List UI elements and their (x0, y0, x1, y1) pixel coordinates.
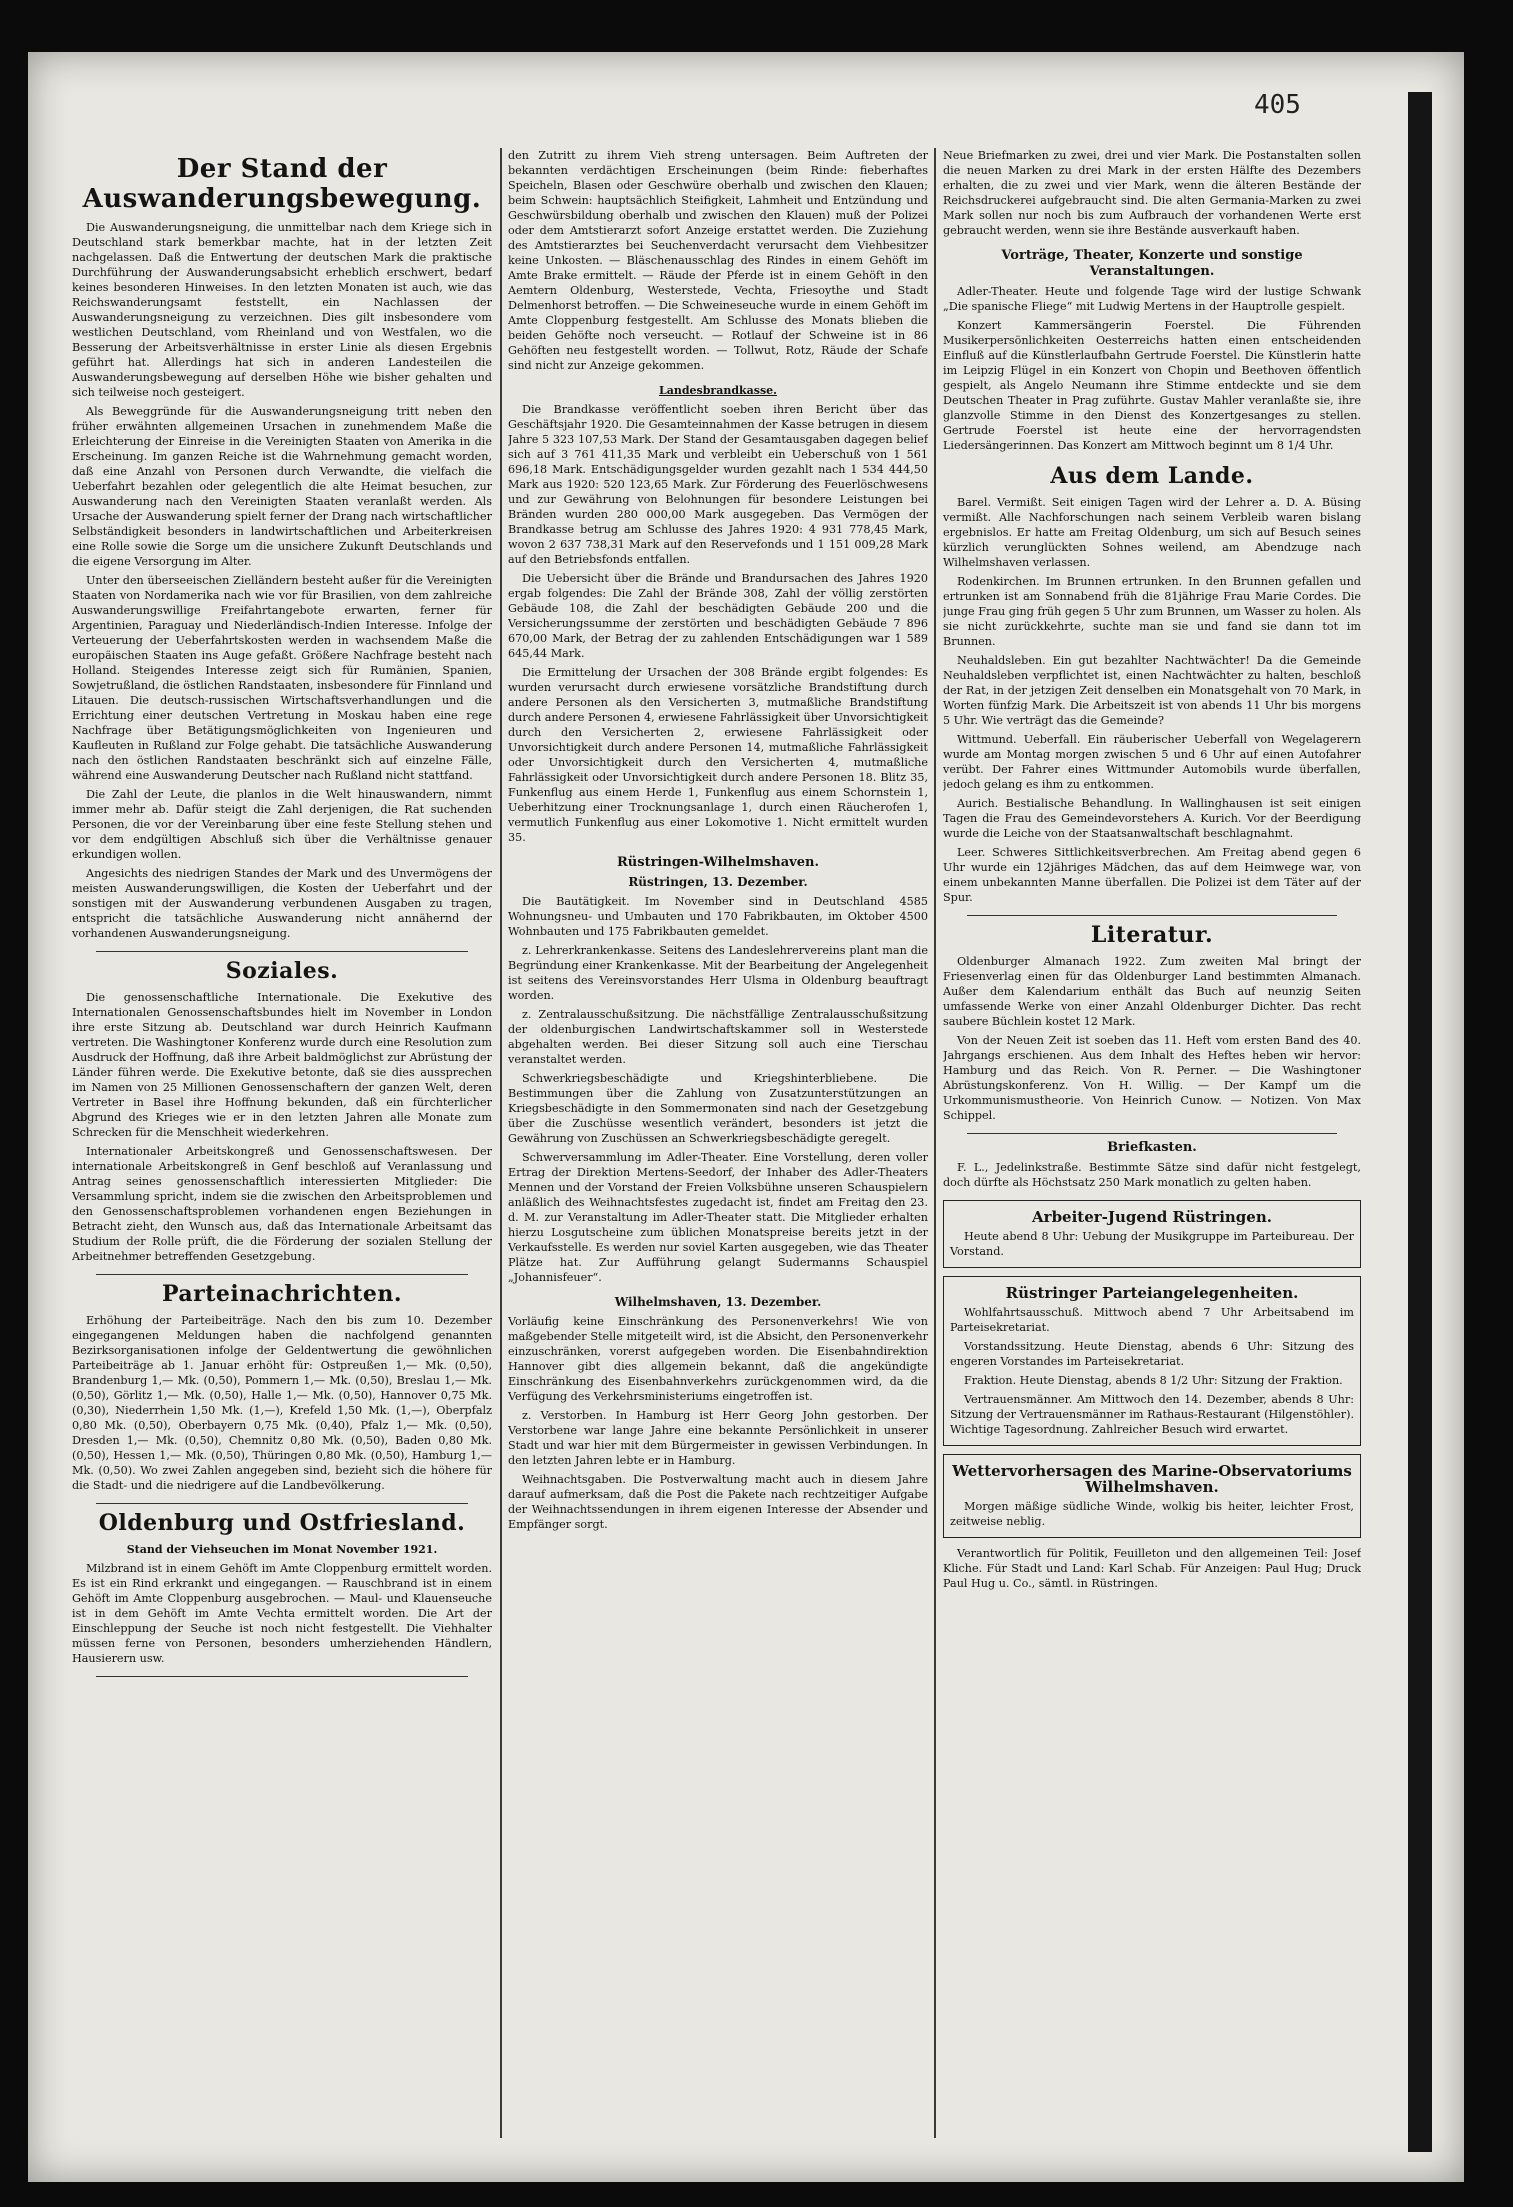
article-paragraph: Wittmund. Ueberfall. Ein räuberischer Ueberfall von Wegelagerern wurde am Montag morgen zwischen 5 und 6 Uhr auf einen Autofahrer verübt. Der Fahrer eines Wittmunder Automobils wurde überfallen, jedoch gelang es ihm zu entkommen. (943, 733, 1361, 791)
boxed-notice (943, 1200, 1361, 1268)
article-paragraph: Fraktion. Heute Dienstag, abends 8 1/2 Uhr: Sitzung der Fraktion. (964, 1374, 1343, 1387)
article (72, 154, 492, 941)
article (943, 1140, 1361, 1190)
article-paragraph: Schwerkriegsbeschädigte und Kriegshinterbliebene. Die Bestimmungen über die Zahlung von Zusatzunterstützungen an Kriegsbeschädigte in den Sommermonaten sind nach der Gesetzgebung über die Zuschüsse wesentlich verändert, besonders ist jetzt die Gewährung von Zuschüssen an Schwerkriegsbeschädigte geregelt. (508, 1072, 928, 1145)
article (943, 248, 1361, 453)
article-heading: Parteinachrichten. (161, 1281, 403, 1307)
article-paragraph: Milzbrand ist in einem Gehöft im Amte Cloppenburg ermittelt worden. Es ist ein Rind erkrankt und eingegangen. — Rauschbrand ist in einem Gehöft im Amte Cloppenburg ausgebrochen. — Maul- und Klauenseuche ist in dem Gehöft im Amte Vechta ermittelt worden. Die Art der Einschleppung der Seuche ist noch nicht festgestellt. Die Viehhalter müssen ferne von Personen, besonders umherziehenden Händlern, Hausierern usw. (72, 1562, 492, 1665)
article-paragraph: Vorläufig keine Einschränkung des Personenverkehrs! Wie von maßgebender Stelle mitgeteilt wird, ist die Absicht, den Personenverkehr einzuschränken, vorerst aufgegeben worden. Die Eisenbahndirektion Hannover gibt dies allgemein bekannt, daß die angekündigte Einschränkung des Eisenbahnverkehrs zurückgenommen wird, da die Verfügung des Verkehrsministeriums eingetroffen ist. (508, 1315, 928, 1403)
article-heading: Soziales. (225, 958, 339, 984)
section-divider (96, 1274, 468, 1275)
article-heading: Vorträge, Theater, Konzerte und sonstige Veranstaltungen. (1001, 248, 1303, 279)
article (943, 463, 1361, 905)
article-paragraph: z. Verstorben. In Hamburg ist Herr Georg John gestorben. Der Verstorbene war lange Jahre eine bekannte Persönlichkeit in unserer Stadt und war hier mit dem Bürgermeister in gewissen Verbindungen. In den letzten Jahren lebte er in Hamburg. (508, 1409, 928, 1467)
section-divider (96, 1676, 468, 1677)
article-paragraph: Leer. Schweres Sittlichkeitsverbrechen. Am Freitag abend gegen 6 Uhr wurde ein 12jähriges Mädchen, das auf dem Heimwege war, von einem unbekannten Manne überfallen. Die Polizei ist dem Täter auf der Spur. (943, 846, 1361, 904)
article-paragraph: Schwerversammlung im Adler-Theater. Eine Vorstellung, deren voller Ertrag der Direktion Mertens-Seedorf, der Inhaber des Adler-Theaters Mennen und der Vorstand der Freien Volksbühne unseren Schauspielern anläßlich des Weihnachtsfestes zugedacht ist, findet am Freitag den 23. d. M. zur Veranstaltung im Adler-Theater statt. Die Mitglieder erhalten hierzu Losgutscheine zum üblichen Monatspreise bereits jetzt in der Verkaufsstelle. Es werden nur soviel Karten ausgegeben, wie das Theater Plätze hat. Zur Aufführung gelangt Sudermanns Schauspiel „Johannisfeuer“. (508, 1151, 928, 1284)
article-paragraph: Die Auswanderungsneigung, die unmittelbar nach dem Kriege sich in Deutschland stark bemerkbar machte, hat in der letzten Zeit nachgelassen. Daß die Entwertung der deutschen Mark die praktische Durchführung der Auswanderungsabsicht erheblich erschwert, bedarf keines besonderen Hinweises. In den letzten Monaten ist auch, wie das Reichswanderungsamt feststellt, ein Nachlassen der Auswanderungsneigung zu verzeichnen. Dies gilt insbesondere vom westlichen Deutschland, vom Rheinland und von Westfalen, wo die Besserung der Arbeitsverhältnisse in erster Linie als diesen Ergebnis geführt hat. Allerdings hat sich in anderen Landesteilen die Auswanderungsbewegung auf derselben Höhe wie bisher gehalten und sich teilweise noch gesteigert. (72, 221, 492, 399)
article-paragraph: Die Ermittelung der Ursachen der 308 Brände ergibt folgendes: Es wurden verursacht durch erwiesene vorsätzliche Brandstiftung durch andere Personen als den Versicherten 3, mutmaßliche Brandstiftung durch andere Personen 4, erwiesene Fahrlässigkeit über Unvorsichtigkeit durch den Versicherten 2, erwiesene Fahrlässigkeit oder Unvorsichtigkeit durch andere Personen 14, mutmaßliche Fahrlässigkeit oder Unvorsichtigkeit durch den Versicherten 4, mutmaßliche Fahrlässigkeit oder Unvorsichtigkeit durch andere Personen 18. Blitz 35, Funkenflug aus einem Herde 1, Funkenflug aus einem Schornstein 1, Ueberhitzung einer Trocknungsanlage 1, durch einen Räucherofen 1, vermutlich Funkenflug aus einer Lokomotive 1. Nicht ermittelt wurden 35. (508, 666, 928, 844)
article-paragraph: Barel. Vermißt. Seit einigen Tagen wird der Lehrer a. D. A. Büsing vermißt. Alle Nachforschungen nach seinem Verbleib waren bislang ergebnislos. Er hatte am Freitag Oldenburg, um sich auf Besuch seines kürzlich verunglückten Sohnes weilend, am Abendzuge nach Wilhelmshaven verlassen. (943, 496, 1361, 569)
article (508, 383, 928, 845)
article-heading: Rüstringen-Wilhelmshaven. (617, 855, 819, 870)
article-heading: Der Stand der Auswanderungsbewegung. (82, 154, 482, 214)
article-heading: Aus dem Lande. (1050, 463, 1254, 489)
article-paragraph: Heute abend 8 Uhr: Uebung der Musikgruppe im Parteibureau. Der Vorstand. (950, 1230, 1354, 1258)
article-paragraph: Weihnachtsgaben. Die Postverwaltung macht auch in diesem Jahre darauf aufmerksam, daß die Post die Pakete nach rechtzeitiger Aufgabe der Weihnachtssendungen in ihrem eigenen Interesse der Absender und Empfänger sorgt. (508, 1473, 928, 1531)
article-paragraph: Neue Briefmarken zu zwei, drei und vier Mark. Die Postanstalten sollen die neuen Marken zu drei Mark in der ersten Hälfte des Dezembers erhalten, die zu zwei und vier Mark, wenn die älteren Bestände der Reichsdruckerei aufgebraucht sind. Die alten Germania-Marken zu zwei Mark sollen nur noch bis zum Aufbrauch der vorhandenen Werte erst gebraucht werden, wenn sie ihre Bestände ausverkauft haben. (943, 149, 1361, 237)
article-paragraph: Die genossenschaftliche Internationale. Die Exekutive des Internationalen Genossenschaftsbundes hielt im November in London ihre erste Sitzung ab. Deutschland war durch Heinrich Kaufmann vertreten. Die Washingtoner Konferenz wurde durch eine Resolution zum Ausdruck der Hoffnung, daß ihre Arbeit baldmöglichst zur Abrüstung der Länder führen werde. Die Exekutive betonte, daß sie dies aussprechen im Namen von 25 Millionen Genossenschaftern der ganzen Welt, deren Vertreter in Basel ihre Hoffnung bekunden, daß ein fürchterlicher Abgrund des Krieges wie er in den letzten Jahren alle Monate zum Schrecken für die Menschheit wiederkehren. (72, 991, 492, 1139)
article (72, 1510, 492, 1666)
article-paragraph: z. Zentralausschußsitzung. Die nächstfällige Zentralausschußsitzung der oldenburgischen Landwirtschaftskammer soll in Westerstede abgehalten werden. Bei dieser Sitzung soll auch eine Tierschau veranstaltet werden. (508, 1008, 928, 1066)
article-paragraph: z. Lehrerkrankenkasse. Seitens des Landeslehrervereins plant man die Begründung einer Krankenkasse. Mit der Bearbeitung der Angelegenheit ist seitens des Vereinsvorstandes Herr Ulsma in Oldenburg beauftragt worden. (508, 944, 928, 1002)
article-paragraph: Als Beweggründe für die Auswanderungsneigung tritt neben den früher erwähnten allgemeinen Ursachen in zunehmendem Maße die Erleichterung der Einreise in die Vereinigten Staaten von Amerika in die Erscheinung. Im ganzen Reiche ist die Wahrnehmung gemacht worden, daß eine Anzahl von Personen durch Verwandte, die vielfach die Ueberfahrt bezahlen oder gelegentlich die alte Heimat besuchen, zur Auswanderung nach den Vereinigten Staaten veranlaßt werden. Als Ursache der Auswanderung spielt ferner der Drang nach wirtschaftlicher Selbständigkeit besonders in landwirtschaftlichen und Arbeiterkreisen eine Rolle sowie die Sorge um die unsichere Zukunft Deutschlands und die eigene Versorgung im Alter. (72, 405, 492, 568)
page-edge-strip (1408, 92, 1432, 2152)
column-3 (943, 148, 1361, 2138)
newspaper-page (28, 52, 1464, 2182)
article-paragraph: Von der Neuen Zeit ist soeben das 11. Heft vom ersten Band des 40. Jahrgangs erschienen. Aus dem Inhalt des Heftes heben wir hervor: Hamburg und das Reich. Von R. Perner. — Die Washingtoner Abrüstungskonferenz. Von H. Willig. — Der Kampf um die Urkommunismustheorie. Von Heinrich Cunow. — Notizen. Von Max Schippel. (943, 1034, 1361, 1122)
article-paragraph: Wohlfahrtsausschuß. Mittwoch abend 7 Uhr Arbeitsabend im Parteisekretariat. (950, 1306, 1354, 1334)
column-rule (500, 148, 502, 2138)
article-paragraph: Angesichts des niedrigen Standes der Mark und des Unvermögens der meisten Auswanderungswilligen, die Kosten der Ueberfahrt und der sonstigen mit der Auswanderung verbundenen Ausgaben zu tragen, entspricht die tatsächliche Auswanderung nicht annähernd der vorhandenen Auswanderungsneigung. (72, 867, 492, 940)
article-paragraph: Rodenkirchen. Im Brunnen ertrunken. In den Brunnen gefallen und ertrunken ist am Sonnabend früh die 81jährige Frau Marie Cordes. Die junge Frau ging früh gegen 5 Uhr zum Brunnen, um Wasser zu holen. Als sie nicht zurückkehrte, suchte man sie und fand sie dann tot im Brunnen. (943, 575, 1361, 648)
article-paragraph: Adler-Theater. Heute und folgende Tage wird der lustige Schwank „Die spanische Fliege“ mit Ludwig Mertens in der Hauptrolle gespielt. (943, 285, 1361, 313)
article (508, 148, 928, 373)
boxed-notice (943, 1276, 1361, 1446)
article-heading: Briefkasten. (1107, 1140, 1197, 1155)
article-paragraph: Aurich. Bestialische Behandlung. In Wallinghausen ist seit einigen Tagen die Frau des Gemeindevorstehers A. Kurich. Vor der Beerdigung wurde die Leiche von der Staatsanwaltschaft beschlagnahmt. (943, 797, 1361, 840)
article (72, 1281, 492, 1493)
article-paragraph: Die Uebersicht über die Brände und Brandursachen des Jahres 1920 ergab folgendes: Die Zahl der Brände 308, Zahl der völlig zerstörten Gebäude 108, die Zahl der beschädigten Gebäude 200 und die Versicherungssumme der zerstörten und beschädigten Gebäude 7 896 670,00 Mark, der Betrag der zu zahlenden Entschädigungen war 1 589 645,44 Mark. (508, 572, 928, 660)
article-heading: Arbeiter-Jugend Rüstringen. (1032, 1208, 1272, 1226)
boxed-notice (943, 1454, 1361, 1538)
article (508, 855, 928, 1285)
article (943, 148, 1361, 238)
column-1 (72, 148, 492, 2138)
article-paragraph: Die Zahl der Leute, die planlos in die Welt hinauswandern, nimmt immer mehr ab. Dafür steigt die Zahl derjenigen, die Rat suchenden Personen, die vor der Vereinbarung über eine feste Stellung stehen und vor dem endgültigen Abschluß sich über die Verhältnisse genauer erkundigen wollen. (72, 788, 492, 861)
column-rule (934, 148, 936, 2138)
article-paragraph: Vertrauensmänner. Am Mittwoch den 14. Dezember, abends 8 Uhr: Sitzung der Vertrauensmänner im Rathaus-Restaurant (Hilgenstöhler). Wichtige Tagesordnung. Zahlreicher Besuch wird erwartet. (950, 1393, 1354, 1436)
dateline: Rüstringen, 13. Dezember. (628, 875, 808, 889)
article-heading: Literatur. (1090, 922, 1214, 948)
article-paragraph: Vorstandssitzung. Heute Dienstag, abends 6 Uhr: Sitzung des engeren Vorstandes im Parteisekretariat. (950, 1340, 1354, 1368)
article-paragraph: Verantwortlich für Politik, Feuilleton und den allgemeinen Teil: Josef Kliche. Für Stadt und Land: Karl Schab. Für Anzeigen: Paul Hug; Druck Paul Hug u. Co., sämtl. in Rüstringen. (943, 1547, 1361, 1590)
article-paragraph: Internationaler Arbeitskongreß und Genossenschaftswesen. Der internationale Arbeitskongreß in Genf beschloß auf Veranlassung und Antrag seines genossenschaftlich interessierten Mitglieder: Die Versammlung spricht, indem sie die zwischen den Arbeitsproblemen und den Genossenschaftsproblemen vorhandenen engen Beziehungen in Betracht zieht, den Wunsch aus, daß das Internationale Arbeitsamt das Studium der Rolle prüft, die die Förderung der sozialen Stellung der Arbeitnehmer betreffenden Gesetzgebung. (72, 1145, 492, 1263)
article-paragraph: Neuhaldsleben. Ein gut bezahlter Nachtwächter! Da die Gemeinde Neuhaldsleben verpflichtet ist, einen Nachtwächter zu halten, beschloß der Rat, in der jetzigen Zeit denselben ein Monatsgehalt von 70 Mark, in Worten fünfzig Mark. Die Arbeitszeit ist von abends 11 Uhr bis morgens 5 Uhr. Wie verträgt das die Gemeinde? (943, 654, 1361, 727)
article-paragraph: Die Brandkasse veröffentlicht soeben ihren Bericht über das Geschäftsjahr 1920. Die Gesamteinnahmen der Kasse betrugen in diesem Jahre 5 323 107,53 Mark. Der Stand der Gesamtausgaben dagegen belief sich auf 3 761 411,35 Mark und verbleibt ein Ueberschuß von 1 561 696,18 Mark. Entschädigungsgelder wurden gezahlt nach 1 534 444,50 Mark aus 1920: 520 123,65 Mark. Zur Förderung des Feuerlöschwesens und zur Gewährung von Belohnungen für besondere Leistungen bei Bränden wurden 280 000,00 Mark ausgegeben. Das Vermögen der Brandkasse betrug am Schlusse des Jahres 1920: 4 931 778,45 Mark, wovon 2 637 738,31 Mark auf den Reservefonds und 1 151 009,28 Mark auf den Betriebsfonds entfallen. (508, 403, 928, 566)
article (72, 958, 492, 1264)
article (943, 922, 1361, 1123)
article-paragraph: Oldenburger Almanach 1922. Zum zweiten Mal bringt der Friesenverlag einen für das Oldenburger Land bestimmten Almanach. Außer dem Kalendarium enthält das Buch auf neunzig Seiten umfassende Werke von einer Anzahl Oldenburger Dichter. Das recht saubere Büchlein kostet 12 Mark. (943, 955, 1361, 1028)
article-subheading: Stand der Viehseuchen im Monat November 1921. (126, 1543, 438, 1556)
article-heading: Landesbrandkasse. (658, 384, 777, 397)
article-paragraph: Die Bautätigkeit. Im November sind in Deutschland 4585 Wohnungsneu- und Umbauten und 170 Fabrikbauten, im Oktober 4500 Wohnbauten und 175 Fabrikbauten gemeldet. (508, 895, 928, 938)
article-paragraph: Morgen mäßige südliche Winde, wolkig bis heiter, leichter Frost, zeitweise neblig. (950, 1500, 1354, 1528)
article-paragraph: Konzert Kammersängerin Foerstel. Die Führenden Musikerpersönlichkeiten Oesterreichs hatten einen entscheidenden Einfluß auf die Künstlerlaufbahn Gertrude Foerstel. Die Künstlerin hatte im Leipzig Flügel in ein Konzert von Chopin und Beethoven öffentlich gespielt, als Angelo Neumann ihre Stimme entdeckte und sie dem Deutschen Theater in Prag zuführte. Gustav Mahler veranlaßte sie, ihre glanzvolle Stimme in den Dienst des Konzertgesanges zu stellen. Gertrude Foerstel ist heute eine der hervorragendsten Liedersängerinnen. Das Konzert am Mittwoch beginnt um 8 1/4 Uhr. (943, 319, 1361, 452)
article-paragraph: F. L., Jedelinkstraße. Bestimmte Sätze sind dafür nicht festgelegt, doch dürfte als Höchstsatz 250 Mark monatlich zu gelten haben. (943, 1161, 1361, 1189)
section-divider (96, 951, 468, 952)
article (943, 1546, 1361, 1591)
article-paragraph: Unter den überseeischen Zielländern besteht außer für die Vereinigten Staaten von Nordamerika nach wie vor für Brasilien, von dem zahlreiche Auswanderungswillige Freifahrtangebote erwarten, ferner für Argentinien, Paraguay und Niederländisch-Indien Interesse. Infolge der Verteuerung der Ueberfahrtskosten werden in wachsendem Maße die europäischen Staaten ins Auge gefaßt. Größere Nachfrage besteht nach Holland. Steigendes Interesse zeigt sich für Rumänien, Spanien, Sowjetrußland, die östlichen Randstaaten, insbesondere für Finnland und Litauen. Die deutsch-russischen Wirtschaftsverhandlungen und die Errichtung einer deutschen Vertretung in Moskau haben eine rege Nachfrage über Betätigungsmöglichkeiten von Ingenieuren und Kaufleuten in Rußland zur Folge gehabt. Die tatsächliche Auswanderung nach den östlichen Randstaaten beschränkt sich auf einzelne Fälle, während eine Auswanderung Deutscher nach Rußland nicht stattfand. (72, 574, 492, 782)
article-paragraph: Erhöhung der Parteibeiträge. Nach den bis zum 10. Dezember eingegangenen Meldungen haben die nachfolgend genannten Bezirksorganisationen infolge der Geldentwertung die gewöhnlichen Parteibeiträge ab 1. Januar erhöht für: Ostpreußen 1,— Mk. (0,50), Brandenburg 1,— Mk. (0,50), Pommern 1,— Mk. (0,50), Breslau 1,— Mk. (0,50), Görlitz 1,— Mk. (0,50), Halle 1,— Mk. (0,50), Hannover 0,75 Mk. (0,30), Niederrhein 1,50 Mk. (1,—), Krefeld 1,50 Mk. (1,—), Oberpfalz 0,80 Mk. (0,50), Oberbayern 0,75 Mk. (0,40), Pfalz 1,— Mk. (0,50), Dresden 1,— Mk. (0,50), Chemnitz 0,80 Mk. (0,50), Baden 0,80 Mk. (0,50), Hessen 1,— Mk. (0,50), Thüringen 0,80 Mk. (0,50), Hamburg 1,— Mk. (0,50). Wo zwei Zahlen angegeben sind, bezieht sich die höhere für die Stadt- und die niedrigere auf die Landbevölkerung. (72, 1314, 492, 1492)
article-heading: Wettervorhersagen des Marine-Observatoriums Wilhelmshaven. (952, 1462, 1352, 1496)
article-heading: Oldenburg und Ostfriesland. (98, 1510, 466, 1536)
article (508, 1295, 928, 1532)
section-divider (967, 915, 1337, 916)
article-paragraph: den Zutritt zu ihrem Vieh streng untersagen. Beim Auftreten der bekannten verdächtigen Erscheinungen (beim Rinde: fieberhaftes Speicheln, Blasen oder Geschwüre oberhalb und zwischen den Klauen; beim Schwein: hauptsächlich Steifigkeit, Lahmheit und Entzündung und Geschwürsbildung oberhalb und zwischen den Klauen) muß der Polizei oder dem Amtstierarzt sofort Anzeige erstattet werden. Die Zuziehung des Amtstierarztes bei Seuchenverdacht verursacht dem Viehbesitzer keine Unkosten. — Bläschenausschlag des Rindes in einem Gehöft im Amte Brake ermittelt. — Räude der Pferde ist in einem Gehöft in den Aemtern Oldenburg, Westerstede, Vechta, Friesoythe und Stadt Delmenhorst betroffen. — Die Schweineseuche wurde in einem Gehöft im Amte Cloppenburg festgestellt. Am Schlusse des Monats blieben die beiden Gehöfte noch verseucht. — Rotlauf der Schweine ist in 86 Gehöften neu festgestellt worden. — Tollwut, Rotz, Räude der Schafe sind nicht zur Anzeige gekommen. (508, 149, 928, 372)
section-divider (96, 1503, 468, 1504)
article-heading: Rüstringer Parteiangelegenheiten. (1005, 1284, 1299, 1302)
section-divider (967, 1133, 1337, 1134)
page-number: 405 (1254, 90, 1301, 120)
column-2 (508, 148, 928, 2138)
dateline: Wilhelmshaven, 13. Dezember. (614, 1295, 822, 1309)
